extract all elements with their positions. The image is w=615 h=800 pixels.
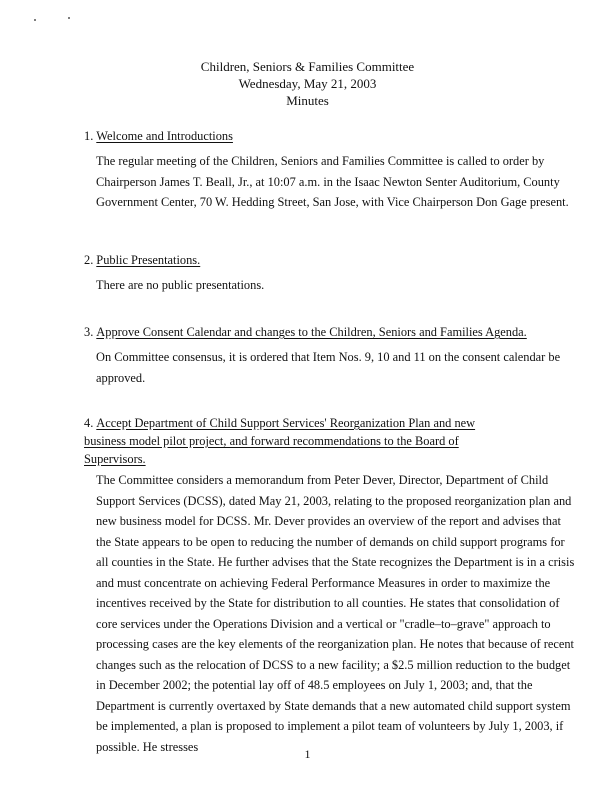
scan-speck [34, 19, 36, 21]
document-header [0, 58, 615, 109]
section-title: Welcome and Introductions [96, 129, 233, 143]
section-number: 1. [84, 129, 94, 143]
section-welcome [84, 127, 576, 213]
scan-speck [68, 17, 70, 19]
page-number: 1 [304, 747, 311, 761]
section-number: 2. [84, 253, 94, 267]
document-type: Minutes [286, 93, 329, 108]
section-heading [84, 127, 576, 145]
section-number: 4. [84, 416, 94, 430]
committee-name: Children, Seniors & Families Committee [200, 59, 415, 74]
section-heading [84, 251, 576, 269]
section-body: There are no public presentations. [96, 278, 265, 292]
section-heading [84, 323, 576, 341]
section-title: Approve Consent Calendar and changes to the Children, Seniors and Families Agenda. [96, 325, 527, 339]
section-dcss-reorganization [84, 414, 576, 757]
section-number: 3. [84, 325, 94, 339]
section-body: The regular meeting of the Children, Seniors and Families Committee is called to order by Chairperson James T. Beall, Jr., at 10:07 a.m. in the Isaac Newton Senter Auditorium, County Government Center, 70 W. Hedding Street, San Jose, with Vice Chairperson Don Gage present. [96, 154, 569, 209]
section-body: On Committee consensus, it is ordered that Item Nos. 9, 10 and 11 on the consent calendar be approved. [96, 350, 561, 385]
section-consent-calendar [84, 323, 576, 388]
section-title: Accept Department of Child Support Services' Reorganization Plan and new business model pilot project, and forward recommendations to the Board of Supervisors. [84, 416, 476, 466]
section-title: Public Presentations. [96, 253, 201, 267]
section-heading [84, 414, 576, 468]
section-body: The Committee considers a memorandum from Peter Dever, Director, Department of Child Support Services (DCSS), dated May 21, 2003, relating to the proposed reorganization plan and new business model for DCSS. Mr. Dever provides an overview of the report and advises that the State appears to be open to reducing the number of demands on child support programs for all counties in the State. He further advises that the State recognizes the Department is in a crisis and must concentrate on achieving Federal Performance Measures in order to maximize the incentives received by the State for distribution to all counties. He states that consolidation of core services under the Operations Division and a vertical or "cradle–to–grave" approach to processing cases are the key elements of the reorganization plan. He notes that because of recent changes such as the relocation of DCSS to a new facility; a $2.5 million reduction to the budget in December 2002; the potential lay off of 48.5 employees on July 1, 2003; and, that the Department is currently overtaxed by State demands that a new automated child support system be implemented, a plan is proposed to implement a pilot team of volunteers by July 1, 2003, if possible. He stresses [96, 473, 575, 754]
section-public-presentations [84, 251, 576, 296]
meeting-date: Wednesday, May 21, 2003 [238, 76, 377, 91]
